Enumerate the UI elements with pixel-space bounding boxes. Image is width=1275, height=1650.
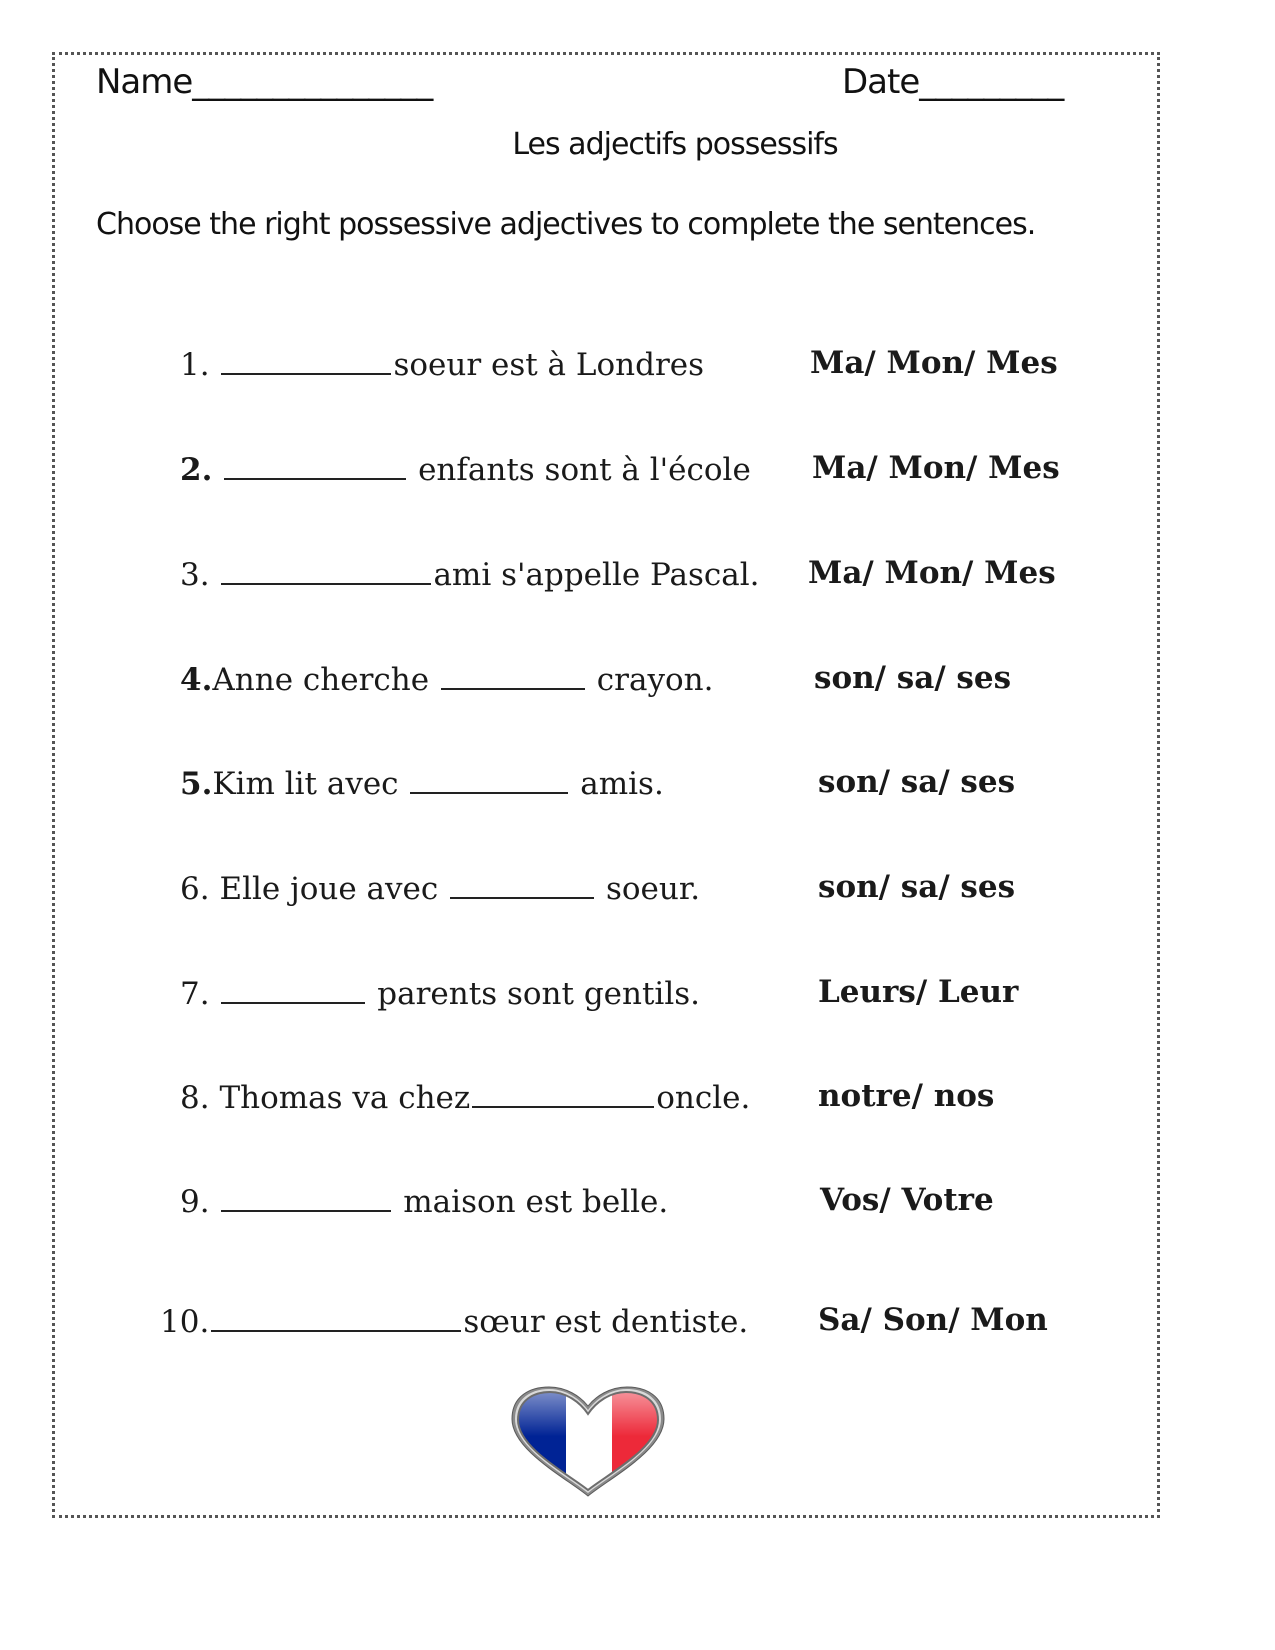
question-text <box>180 764 664 802</box>
answer-blank[interactable] <box>472 1078 654 1108</box>
answer-blank[interactable] <box>221 974 365 1004</box>
question-row <box>0 1078 1275 1128</box>
question-before: Kim lit avec <box>212 766 409 802</box>
answer-options: Sa/ Son/ Mon <box>818 1302 1048 1338</box>
question-number: 6. <box>180 871 210 907</box>
question-number: 9. <box>180 1184 210 1220</box>
question-number: 4. <box>180 662 213 698</box>
question-after: ami s'appelle Pascal. <box>433 557 760 593</box>
question-text <box>180 1182 668 1220</box>
question-after: soeur. <box>596 871 701 907</box>
question-row <box>0 1182 1275 1232</box>
french-flag-heart-icon <box>508 1386 668 1498</box>
question-text <box>180 450 751 488</box>
instructions: Choose the right possessive adjectives to complete the sentences. <box>96 207 1036 242</box>
question-text <box>180 869 700 907</box>
answer-options: Ma/ Mon/ Mes <box>812 450 1060 486</box>
question-before: Anne cherche <box>212 662 439 698</box>
answer-options: Leurs/ Leur <box>818 974 1019 1010</box>
question-row <box>0 660 1275 710</box>
question-text <box>160 1302 748 1340</box>
question-text <box>180 555 760 593</box>
question-number: 7. <box>180 976 210 1012</box>
question-after: parents sont gentils. <box>367 976 701 1012</box>
question-row <box>0 869 1275 919</box>
answer-blank[interactable] <box>410 764 568 794</box>
question-before: Elle joue avec <box>219 871 449 907</box>
answer-options: Ma/ Mon/ Mes <box>808 555 1056 591</box>
question-number: 5. <box>180 766 213 802</box>
question-row <box>0 764 1275 814</box>
answer-options: Ma/ Mon/ Mes <box>810 345 1058 381</box>
answer-blank[interactable] <box>224 450 406 480</box>
question-number: 8. <box>180 1080 210 1116</box>
answer-options: son/ sa/ ses <box>818 764 1016 800</box>
answer-options: notre/ nos <box>818 1078 995 1114</box>
question-before: Thomas va chez <box>219 1080 471 1116</box>
question-row <box>0 1302 1275 1352</box>
question-number: 1. <box>180 347 210 383</box>
question-text <box>180 660 713 698</box>
question-after: crayon. <box>586 662 714 698</box>
question-text <box>180 1078 750 1116</box>
answer-blank[interactable] <box>221 1182 391 1212</box>
answer-blank[interactable] <box>450 869 594 899</box>
answer-blank[interactable] <box>441 660 585 690</box>
question-after: amis. <box>570 766 664 802</box>
answer-options: Vos/ Votre <box>820 1182 994 1218</box>
name-field-label: Name_______________ <box>96 62 433 102</box>
question-after: sœur est dentiste. <box>463 1304 749 1340</box>
question-row <box>0 345 1275 395</box>
question-row <box>0 555 1275 605</box>
question-row <box>0 450 1275 500</box>
question-after: enfants sont à l'école <box>408 452 751 488</box>
answer-blank[interactable] <box>221 345 391 375</box>
question-number: 3. <box>180 557 210 593</box>
question-after: maison est belle. <box>393 1184 669 1220</box>
question-text <box>180 345 704 383</box>
worksheet-title: Les adjectifs possessifs <box>512 127 838 162</box>
answer-blank[interactable] <box>221 555 431 585</box>
answer-options: son/ sa/ ses <box>818 869 1016 905</box>
question-number: 10. <box>160 1304 210 1340</box>
date-field-label: Date_________ <box>842 62 1064 102</box>
answer-blank[interactable] <box>211 1302 461 1332</box>
question-row <box>0 974 1275 1024</box>
answer-options: son/ sa/ ses <box>814 660 1012 696</box>
question-text <box>180 974 700 1012</box>
question-after: soeur est à Londres <box>393 347 705 383</box>
question-after: oncle. <box>656 1080 751 1116</box>
question-number: 2. <box>180 452 213 488</box>
